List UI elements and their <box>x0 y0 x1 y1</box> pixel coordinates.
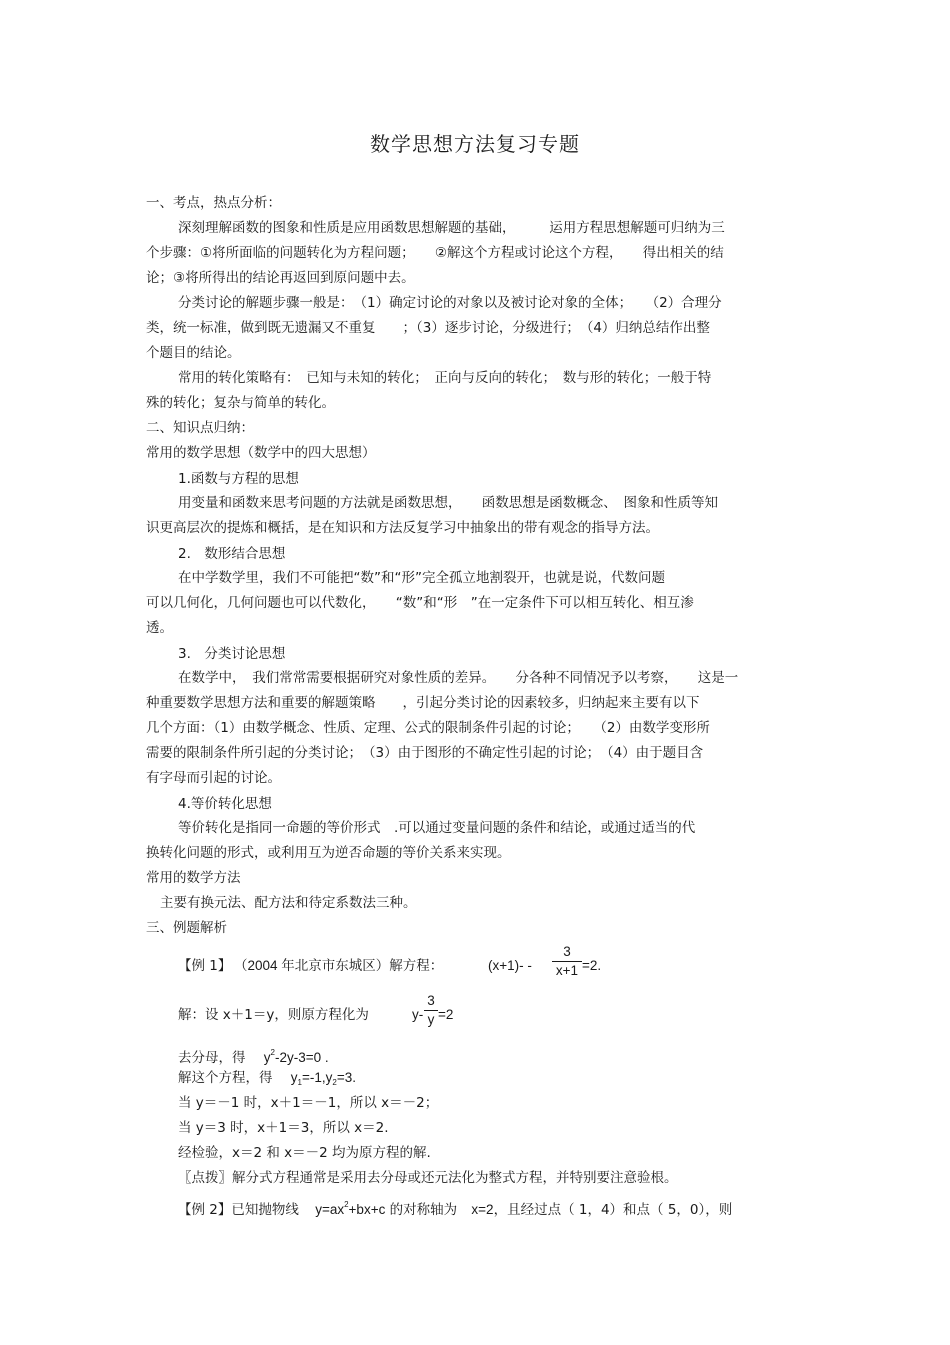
paragraph-line: 用变量和函数来思考问题的方法就是函数思想， 函数思想是函数概念、 图象和性质等知 <box>178 495 718 511</box>
paragraph-line: 等价转化是指同一命题的等价形式 .可以通过变量问题的条件和结论，或通过适当的代 <box>178 820 696 836</box>
example-1-label: 【例 1】 <box>178 958 232 974</box>
paragraph-line: 分类讨论的解题步骤一般是： （1）确定讨论的对象以及被讨论对象的全体； （2）合理分 <box>178 295 722 311</box>
page-title: 数学思想方法复习专题 <box>370 132 580 156</box>
fraction-bar <box>552 961 582 962</box>
example-1-source: （2004 年北京市东城区）解方程： <box>234 958 444 973</box>
subsection-heading: 常用的数学思想（数学中的四大思想） <box>146 445 376 461</box>
paragraph-line: 有字母而引起的讨论。 <box>146 770 281 786</box>
solution-math: $y_1=-1,y_2=3$. <box>290 1070 356 1087</box>
solution-line: 当 y＝3 时，x＋1＝3，所以 x＝2. <box>178 1120 389 1136</box>
solution-math: $y^2-2y-3=0$ . <box>263 1048 329 1065</box>
topic-title: 2. 数形结合思想 <box>178 546 286 562</box>
hint-line: 〖点拨〗解分式方程通常是采用去分母或还元法化为整式方程，并特别要注意验根。 <box>178 1170 678 1186</box>
solution-line <box>178 1043 329 1068</box>
paragraph-line: 深刻理解函数的图象和性质是应用函数思想解题的基础， 运用方程思想解题可归纳为三 <box>178 220 725 236</box>
paragraph-line: 需要的限制条件所引起的分类讨论； （3）由于图形的不确定性引起的讨论； （4）由于题目含 <box>146 745 704 761</box>
paragraph-line: 殊的转化；复杂与简单的转化。 <box>146 395 335 411</box>
paragraph-line: 识更高层次的提炼和概括，是在知识和方法反复学习中抽象出的带有观念的指导方法。 <box>146 520 659 536</box>
solution-line: 当 y＝－1 时，x＋1＝－1，所以 x＝－2； <box>178 1095 439 1111</box>
fraction-bar <box>424 1010 438 1011</box>
paragraph-line: 个题目的结论。 <box>146 345 241 361</box>
fraction-denominator: y <box>427 1012 435 1027</box>
solution-line: 经检验，x＝2 和 x＝－2 均为原方程的解. <box>178 1145 431 1161</box>
paragraph-line: 论；③将所得出的结论再返回到原问题中去。 <box>146 270 415 286</box>
solution-equation-right: =2 <box>438 1007 454 1022</box>
example-1-equation-right: =2. <box>582 958 602 973</box>
section-heading-3: 三、例题解析 <box>146 920 227 936</box>
solution-text: 去分母，得 <box>178 1050 246 1066</box>
example-2-line <box>178 1195 732 1220</box>
topic-title: 3. 分类讨论思想 <box>178 646 286 662</box>
paragraph-line: 可以几何化，几何问题也可以代数化， “数”和“形 ”在一定条件下可以相互转化、相互渗 <box>146 595 694 611</box>
paragraph-line: 在中学数学里，我们不可能把“数”和“形”完全孤立地割裂开，也就是说，代数问题 <box>178 570 665 586</box>
paragraph-line: 几个方面：（1）由数学概念、性质、定理、公式的限制条件引起的讨论； （2）由数学变形所 <box>146 720 710 736</box>
section-heading-1: 一、考点，热点分析： <box>146 195 281 211</box>
example-2-text: 且经过点（ 1，4）和点（ 5，0），则 <box>507 1202 733 1218</box>
example-2-text: 的对称轴为 <box>389 1202 458 1218</box>
subsection-heading: 常用的数学方法 <box>146 870 241 886</box>
paragraph-line: 主要有换元法、配方法和待定系数法三种。 <box>160 895 417 911</box>
example-2-label: 【例 2】 <box>178 1202 232 1218</box>
section-heading-2: 二、知识点归纳： <box>146 420 254 436</box>
example-2-math: x=2， <box>471 1202 508 1217</box>
paragraph-line: 换转化问题的形式，或利用互为逆否命题的等价关系来实现。 <box>146 845 511 861</box>
fraction-numerator: 3 <box>563 944 571 959</box>
example-2-text: 已知抛物线 <box>231 1202 299 1218</box>
topic-title: 4.等价转化思想 <box>178 796 272 812</box>
solution-equation-left: y- <box>412 1007 424 1022</box>
fraction-numerator: 3 <box>427 993 435 1008</box>
solution-line: 解：设 x＋1＝y，则原方程化为 <box>178 1007 369 1023</box>
paragraph-line: 在数学中， 我们常常需要根据研究对象性质的差异。 分各种不同情况予以考察， 这是一 <box>178 670 739 686</box>
topic-title: 1.函数与方程的思想 <box>178 471 299 487</box>
fraction-denominator: x+1 <box>555 963 579 978</box>
solution-text: 解这个方程，得 <box>178 1070 273 1086</box>
paragraph-line: 个步骤：①将所面临的问题转化为方程问题； ②解这个方程或讨论这个方程， 得出相关的结 <box>146 245 724 261</box>
solution-fraction <box>424 993 438 1028</box>
example-1-equation-left: (x+1)- - <box>488 958 532 973</box>
example-2-math: $y=ax^2+bx+c$ <box>315 1200 386 1217</box>
example-1-fraction <box>552 944 582 979</box>
paragraph-line: 透。 <box>146 620 173 636</box>
paragraph-line: 常用的转化策略有： 已知与未知的转化； 正向与反向的转化； 数与形的转化；一般于特 <box>178 370 712 386</box>
paragraph-line: 类，统一标准，做到既无遗漏又不重复 ；（3）逐步讨论，分级进行； （4）归纳总结作出整 <box>146 320 710 336</box>
paragraph-line: 种重要数学思想方法和重要的解题策略 ，引起分类讨论的因素较多，归纳起来主要有以下 <box>146 695 700 711</box>
solution-line <box>178 1068 356 1093</box>
